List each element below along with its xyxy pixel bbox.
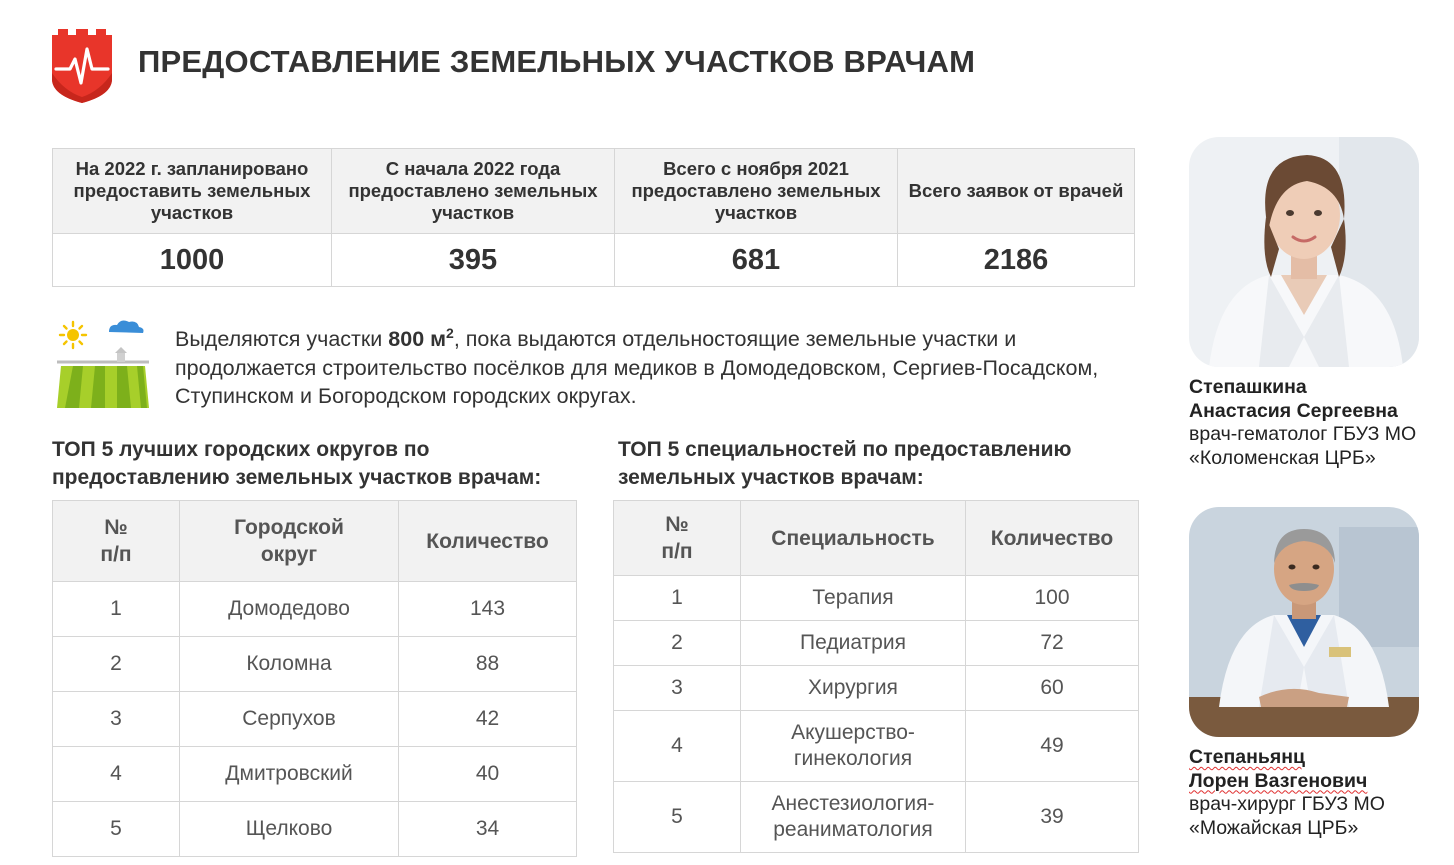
table-row: 4 Акушерство- гинекология 49 (614, 711, 1139, 782)
table-row: 5 Анестезиология- реаниматология 39 (614, 782, 1139, 853)
specialties-table (613, 500, 1139, 853)
col-number: № п/п (53, 501, 180, 582)
doctor-given-name: Лорен Вазгенович (1189, 769, 1368, 792)
stat-value-since-nov-2021: 681 (615, 234, 898, 287)
doctor-role: врач-гематолог ГБУЗ МО (1189, 423, 1417, 445)
doctor-hospital: «Можайская ЦРБ» (1189, 816, 1359, 839)
doctor-given-name: Анастасия Сергеевна (1189, 399, 1398, 422)
stat-value-applications: 2186 (898, 234, 1135, 287)
doctor-caption-2 (1189, 746, 1454, 840)
doctor-caption-1 (1189, 376, 1454, 470)
table-row: 1 Терапия 100 (614, 576, 1139, 621)
table-row: 5 Щелково 34 (53, 802, 577, 857)
stat-header-applications: Всего заявок от врачей (898, 149, 1135, 234)
doctor-role: врач-хирург ГБУЗ МО (1189, 793, 1385, 815)
col-count: Количество (399, 501, 577, 582)
heart-pulse-shield-icon (50, 27, 114, 105)
doctor-surname: Степаньянц (1189, 746, 1306, 768)
table-row: 2 Педиатрия 72 (614, 621, 1139, 666)
col-district: Городской округ (180, 501, 399, 582)
table-row: 3 Серпухов 42 (53, 692, 577, 747)
doctor-hospital: «Коломенская ЦРБ» (1189, 446, 1376, 469)
doctor-surname: Степашкина (1189, 376, 1307, 398)
doctor-man-photo (1189, 507, 1419, 737)
table-row: 3 Хирургия 60 (614, 666, 1139, 711)
col-specialty: Специальность (741, 501, 966, 576)
districts-title: ТОП 5 лучших городских округов по предоставлению земельных участков врачам: (52, 438, 542, 489)
plot-area: 800 $м^2$ (388, 324, 454, 351)
stat-header-planned: На 2022 г. запланировано предоставить земельных участков (53, 149, 332, 234)
doctor-woman-photo (1189, 137, 1419, 367)
stats-table (52, 148, 1135, 287)
districts-table (52, 500, 577, 857)
table-row: 1 Домодедово 143 (53, 582, 577, 637)
stat-header-since-2022: С начала 2022 года предоставлено земельных участков (332, 149, 615, 234)
col-number: № п/п (614, 501, 741, 576)
stat-value-planned: 1000 (53, 234, 332, 287)
stat-value-since-2022: 395 (332, 234, 615, 287)
specialties-title: ТОП 5 специальностей по предоставлению земельных участков врачам: (618, 438, 1072, 489)
stat-header-since-nov-2021: Всего с ноября 2021 предоставлено земельных участков (615, 149, 898, 234)
table-row: 2 Коломна 88 (53, 637, 577, 692)
page-title: ПРЕДОСТАВЛЕНИЕ ЗЕМЕЛЬНЫХ УЧАСТКОВ ВРАЧАМ (138, 44, 976, 79)
table-row: 4 Дмитровский 40 (53, 747, 577, 802)
field-sun-cloud-icon (55, 316, 151, 410)
plots-info-text: Выделяются участки 800 $м^2$, пока выдаются отдельностоящие земельные участки и продолжается строительство посёлков для медиков в Домодедовском, Сергиев-Посадском, Ступинском и Богородском городских округах. (175, 324, 1099, 408)
col-count: Количество (966, 501, 1139, 576)
